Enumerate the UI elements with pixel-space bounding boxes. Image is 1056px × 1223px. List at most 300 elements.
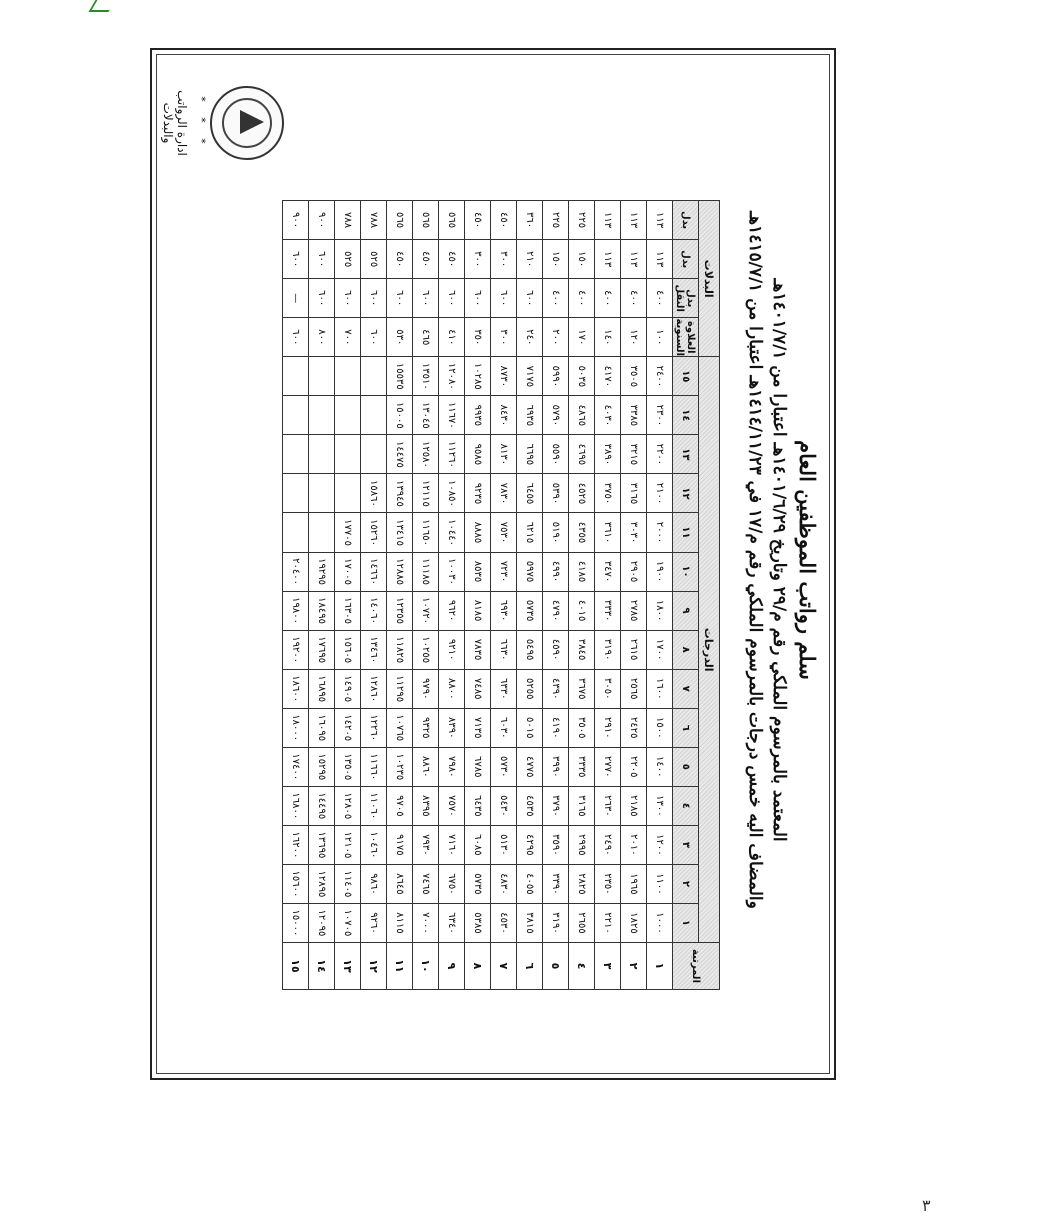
cell-degree: ٥٠١٥ <box>517 708 543 747</box>
cell-degree: ٥٧٣٥ <box>465 864 491 903</box>
cell-degree: ١١٢٦٠ <box>439 435 465 474</box>
cell-degree: ١٠٢٨٥ <box>465 357 491 396</box>
cell-degree: ٥٤٩٥ <box>517 630 543 669</box>
cell-degree: ٣٥٠٥ <box>569 708 595 747</box>
cell-degree: ٢٢١٠ <box>595 903 621 942</box>
cell-rank: ١٢ <box>361 943 387 990</box>
cell-degree: ١٢٨٠٥ <box>335 786 361 825</box>
cell-degree: ١٥٨٦٠ <box>361 474 387 513</box>
cell-degree: ١١٤٠٥ <box>335 864 361 903</box>
cell-degree: ٩٦٢٠ <box>439 591 465 630</box>
header-degree-8: ٨ <box>673 630 699 669</box>
cell-degree: ١٠٨٥٠ <box>439 474 465 513</box>
table-row <box>621 201 647 990</box>
header-group-row <box>699 201 720 990</box>
cell-degree: ١٧٤٠٠ <box>283 747 309 786</box>
cell-allowance-b: ٩٠٠ <box>283 201 309 240</box>
cell-degree <box>283 513 309 552</box>
cell-degree: ٦٤٣٥ <box>465 786 491 825</box>
table-row <box>413 201 439 990</box>
cell-degree: ١٢٣٥٥ <box>387 591 413 630</box>
cell-degree: ٧١٧٥ <box>517 357 543 396</box>
salary-table-wrap <box>282 200 720 990</box>
header-row <box>673 201 699 990</box>
cell-allowance-a: ١٥٠ <box>569 240 595 279</box>
cell-degree: ٩٥٨٥ <box>465 435 491 474</box>
seal-triangle-icon <box>240 110 264 134</box>
cell-degree: ٦٧٨٥ <box>465 747 491 786</box>
cell-degree: ١١٨٢٥ <box>387 630 413 669</box>
cell-annual-increment: ٦٠٠ <box>283 318 309 357</box>
cell-degree: ٦٣٣٠ <box>491 669 517 708</box>
cell-degree <box>335 435 361 474</box>
cell-degree: ١٥٦٠٥ <box>335 630 361 669</box>
cell-allowance-b: ٢٢٥ <box>543 201 569 240</box>
header-allowances-group: البدلات <box>699 201 720 357</box>
cell-degree: ٩١٧٥ <box>387 825 413 864</box>
cell-degree <box>309 357 335 396</box>
cell-degree: ٤٥٣٠ <box>491 903 517 942</box>
header-allowance-b: بدل <box>673 201 699 240</box>
cell-allowance-a: ٣٠٠ <box>465 240 491 279</box>
cell-transport-allowance: ٦٠٠ <box>465 279 491 318</box>
cell-degree: ٥٤٣٠ <box>491 786 517 825</box>
cell-degree: ١٠٧٢٠ <box>413 591 439 630</box>
cell-annual-increment: ١٤٠ <box>595 318 621 357</box>
table-row <box>647 201 673 990</box>
cell-degree: ٦٠٣٠ <box>491 708 517 747</box>
cell-degree: ٧٨٣٠ <box>491 474 517 513</box>
cell-allowance-a: ٤٥٠ <box>387 240 413 279</box>
cell-degree: ٨٤٣٠ <box>491 396 517 435</box>
cell-transport-allowance: ٤٠٠ <box>621 279 647 318</box>
cell-degree: ٣٨١٥ <box>517 903 543 942</box>
cell-annual-increment: ٤١٠ <box>439 318 465 357</box>
cell-allowance-b: ٥٦٥ <box>387 201 413 240</box>
cell-degree: ١٣٥٠٥ <box>335 747 361 786</box>
cell-degree: ٣٣٣٥ <box>569 747 595 786</box>
cell-degree: ٨٦٤٥ <box>387 864 413 903</box>
cell-degree: ٢٦٣٠ <box>595 786 621 825</box>
stamp-stars: * * * <box>195 96 208 150</box>
table-row <box>517 201 543 990</box>
cell-degree: ١١١٨٥ <box>413 552 439 591</box>
cell-degree: ٢٩٠٥ <box>621 552 647 591</box>
cell-degree: ٧٤٨٥ <box>465 669 491 708</box>
cell-degree: ٧٢٣٠ <box>491 552 517 591</box>
cell-degree: ٢٧٨٥ <box>621 591 647 630</box>
cell-degree: ٥١٩٠ <box>543 513 569 552</box>
cell-degree: ١٥٠٠٠ <box>283 903 309 942</box>
cell-degree: ٣٥٩٠ <box>543 825 569 864</box>
cell-allowance-a: ٣٠٠ <box>491 240 517 279</box>
cell-degree: ١٨٦٠٠ <box>283 669 309 708</box>
salary-table <box>282 200 720 990</box>
table-row <box>361 201 387 990</box>
cell-allowance-a: ٦٠٠ <box>283 240 309 279</box>
cell-degree: ٤٦٩٥ <box>569 435 595 474</box>
cell-degree: ٧٠٠٠ <box>413 903 439 942</box>
header-degree-6: ٦ <box>673 708 699 747</box>
cell-degree: ٤٧٩٠ <box>543 591 569 630</box>
cell-degree: ٦٠٨٥ <box>465 825 491 864</box>
cell-degree: ٦٧٥٠ <box>439 864 465 903</box>
cell-degree: ٣٠٣٠ <box>621 513 647 552</box>
cell-degree: ٣٣٨٥ <box>621 396 647 435</box>
cell-degree: ٤١٨٥ <box>569 552 595 591</box>
cell-allowance-a: ١١٣ <box>621 240 647 279</box>
cell-degree: ٢٨٢٥ <box>569 864 595 903</box>
cell-degree: ٤٠١٥ <box>569 591 595 630</box>
cell-degree: ٣٧٥٠ <box>595 474 621 513</box>
cell-degree: ٥٧٣٥ <box>517 591 543 630</box>
cell-degree: ١٥٠٠ <box>647 708 673 747</box>
cell-degree: ٧١٦٠ <box>439 825 465 864</box>
cell-degree <box>335 357 361 396</box>
cell-degree: ١٥٥٣٥ <box>387 357 413 396</box>
cell-degree: ٤٠٥٥ <box>517 864 543 903</box>
subtitle-decree: المعتمد بالمرسوم الملكي رقم م/٢٩ وتاريخ ١٤٠١/٦/٢٩هـ اعتبارا من ١٤٠١/٧/١هـ <box>769 278 789 842</box>
cell-degree: ٥٣٩٠ <box>543 474 569 513</box>
cell-annual-increment: ٦٠٠ <box>361 318 387 357</box>
cell-transport-allowance: ٦٠٠ <box>439 279 465 318</box>
cell-degree: ١٠٧٦٥ <box>387 708 413 747</box>
table-row <box>309 201 335 990</box>
cell-degree: ٢٥٦٥ <box>621 669 647 708</box>
cell-degree: ٦٦٩٥ <box>517 435 543 474</box>
table-body <box>283 201 673 990</box>
cell-allowance-b: ٥٦٥ <box>413 201 439 240</box>
table-row <box>491 201 517 990</box>
cell-degree: ٣٩٩٠ <box>543 747 569 786</box>
cell-degree: ٦٢١٥ <box>517 513 543 552</box>
cell-degree: ٩٨٦٠ <box>361 864 387 903</box>
cell-degree: ١٨٤٩٥ <box>309 591 335 630</box>
cell-degree <box>309 396 335 435</box>
corner-mark <box>89 0 116 12</box>
cell-degree: ١٤٠٠ <box>647 747 673 786</box>
cell-degree: ٢٠٠٠ <box>647 513 673 552</box>
cell-degree: ١٢٨٩٥ <box>309 864 335 903</box>
cell-degree: ١٦٨٩٥ <box>309 669 335 708</box>
cell-degree: ١٩٢٩٥ <box>309 552 335 591</box>
header-transport-allowance: بدل النقل <box>673 279 699 318</box>
cell-allowance-b: ٩٠٠ <box>309 201 335 240</box>
cell-rank: ٥ <box>543 943 569 990</box>
cell-degree: ٤١٩٠ <box>543 708 569 747</box>
cell-degree <box>361 435 387 474</box>
cell-degree: ١٠٤٤٠ <box>439 513 465 552</box>
cell-annual-increment: ٢٤٠ <box>517 318 543 357</box>
cell-rank: ١ <box>647 943 673 990</box>
cell-degree: ١٢٠٠ <box>647 825 673 864</box>
cell-degree: ٤٧٧٥ <box>517 747 543 786</box>
cell-degree: ٤٥٣٥ <box>517 786 543 825</box>
cell-degree: ١٥٢٦٠ <box>361 513 387 552</box>
cell-rank: ٣ <box>595 943 621 990</box>
cell-degree: ١٦٨٠٠ <box>283 786 309 825</box>
cell-degree: ٩٢٦٠ <box>361 903 387 942</box>
cell-degree: ٨٣٩٥ <box>413 786 439 825</box>
cell-rank: ٦ <box>517 943 543 990</box>
cell-degree: ٣٣٣٠ <box>595 591 621 630</box>
cell-transport-allowance: ٦٠٠ <box>387 279 413 318</box>
cell-allowance-b: ٣٦٠ <box>517 201 543 240</box>
cell-degree: ١٦٣٠٥ <box>335 591 361 630</box>
cell-degree: ٧٨٣٥ <box>465 630 491 669</box>
cell-degree: ٧٩٣٠ <box>413 825 439 864</box>
cell-degree: ٣١٩٠ <box>543 903 569 942</box>
cell-degree: ٣١٩٠ <box>595 630 621 669</box>
cell-degree: ٨١٣٠ <box>491 435 517 474</box>
cell-degree: ٣٧٩٠ <box>543 786 569 825</box>
cell-allowance-a: ١١٣ <box>595 240 621 279</box>
table-row <box>439 201 465 990</box>
cell-degree: ٩٧٠٥ <box>387 786 413 825</box>
cell-degree: ٣٦١٠ <box>595 513 621 552</box>
cell-degree: ١٣٤٦٠ <box>361 630 387 669</box>
table-row <box>595 201 621 990</box>
table-row <box>283 201 309 990</box>
cell-degree: ٣٠٥٠ <box>595 669 621 708</box>
cell-degree: ٧٩٨٠ <box>439 747 465 786</box>
rotated-page <box>152 50 832 1074</box>
cell-degree: ٢٤٩٠ <box>595 825 621 864</box>
cell-degree: ١٧٧٠٥ <box>335 513 361 552</box>
cell-degree: ١٨٠٠٠ <box>283 708 309 747</box>
cell-allowance-b: ٢٢٥ <box>569 201 595 240</box>
cell-degree: ٤٨٣٠ <box>491 864 517 903</box>
cell-degree: ١٤٠٦٠ <box>361 591 387 630</box>
cell-transport-allowance: ٦٠٠ <box>361 279 387 318</box>
cell-degree: ٨٨٨٥ <box>465 513 491 552</box>
cell-allowance-b: ٧٨٨ <box>335 201 361 240</box>
cell-degree: ١٣٥١٠ <box>413 357 439 396</box>
cell-degree: ١٧٠٠ <box>647 630 673 669</box>
cell-degree: ٥٥٩٠ <box>543 435 569 474</box>
cell-transport-allowance: ٤٠٠ <box>595 279 621 318</box>
table-row <box>387 201 413 990</box>
cell-degree: ٦٤٥٥ <box>517 474 543 513</box>
cell-degree: ٩٣٢٥ <box>413 708 439 747</box>
cell-degree: ١٥٢٩٥ <box>309 747 335 786</box>
cell-rank: ٧ <box>491 943 517 990</box>
cell-degree: ١٤٦٦٠ <box>361 552 387 591</box>
cell-degree: ٦٦٣٠ <box>491 630 517 669</box>
cell-degree: ١٢٠٨٠ <box>439 357 465 396</box>
cell-degree: ٢٦٥٥ <box>569 903 595 942</box>
cell-degree: ٢٩١٠ <box>595 708 621 747</box>
cell-annual-increment: ٥٣٠ <box>387 318 413 357</box>
header-degrees-group: الدرجات <box>699 357 720 943</box>
table-row <box>335 201 361 990</box>
cell-degree: ١٣٠٠ <box>647 786 673 825</box>
cell-degree: ١٠٠٣٠ <box>439 552 465 591</box>
cell-degree: ٣٢١٥ <box>621 435 647 474</box>
cell-allowance-a: ٥٢٥ <box>361 240 387 279</box>
cell-degree: ٦٣٤٠ <box>439 903 465 942</box>
cell-degree: ٢١٨٥ <box>621 786 647 825</box>
cell-degree <box>283 474 309 513</box>
cell-rank: ٤ <box>569 943 595 990</box>
cell-degree: ٢٠١٠ <box>621 825 647 864</box>
cell-degree: ٣٣٩٠ <box>543 864 569 903</box>
cell-rank: ١٥ <box>283 943 309 990</box>
cell-degree: ١٥٠٠٥ <box>387 396 413 435</box>
cell-annual-increment: ٧٠٠ <box>335 318 361 357</box>
cell-degree: ٢٢٠٥ <box>621 747 647 786</box>
cell-degree <box>335 396 361 435</box>
cell-degree: ١٦٢٠٠ <box>283 825 309 864</box>
cell-degree: ٤٢٩٥ <box>517 825 543 864</box>
cell-transport-allowance: ٦٠٠ <box>413 279 439 318</box>
cell-rank: ١١ <box>387 943 413 990</box>
header-degree-13: ١٣ <box>673 435 699 474</box>
seal-emblem <box>210 86 284 160</box>
cell-annual-increment: ٤٦٥ <box>413 318 439 357</box>
cell-degree: ١١٦٧٠ <box>439 396 465 435</box>
title-block <box>741 90 824 1030</box>
cell-degree: ٢٣٠٠ <box>647 396 673 435</box>
cell-rank: ٩ <box>439 943 465 990</box>
cell-allowance-a: ٥٢٥ <box>335 240 361 279</box>
header-degree-5: ٥ <box>673 747 699 786</box>
cell-degree: ٢٢٠٠ <box>647 435 673 474</box>
cell-allowance-a: ٢١٠ <box>517 240 543 279</box>
cell-allowance-b: ١١٣ <box>647 201 673 240</box>
cell-degree: ١١٢٩٥ <box>387 669 413 708</box>
cell-degree: ٣٨٤٥ <box>569 630 595 669</box>
cell-degree: ٣١٦٥ <box>621 474 647 513</box>
header-degree-15: ١٥ <box>673 357 699 396</box>
cell-degree: ١٦٠٠ <box>647 669 673 708</box>
cell-degree: ٤٥٩٠ <box>543 630 569 669</box>
cell-degree: ١٢١٠٥ <box>335 825 361 864</box>
cell-degree: ١٤٢٠٥ <box>335 708 361 747</box>
stamp-department: ادارة الرواتب والبدلات <box>161 90 189 156</box>
cell-degree: ٢٤٠٠ <box>647 357 673 396</box>
header-degree-2: ٢ <box>673 864 699 903</box>
cell-allowance-a: ١١٣ <box>647 240 673 279</box>
cell-degree: ٧١٣٥ <box>465 708 491 747</box>
cell-degree: ١٠٢٣٥ <box>387 747 413 786</box>
cell-degree: ٣٦٧٥ <box>569 669 595 708</box>
cell-degree: ١١٦٦٠ <box>361 747 387 786</box>
header-degree-12: ١٢ <box>673 474 699 513</box>
cell-degree: ٦٩٣٠ <box>491 591 517 630</box>
cell-degree: ٨٥٣٥ <box>465 552 491 591</box>
cell-degree: ٤٩٩٠ <box>543 552 569 591</box>
cell-degree: ١٠٧٠٥ <box>335 903 361 942</box>
cell-degree: ٢٣٥٠ <box>595 864 621 903</box>
header-degree-11: ١١ <box>673 513 699 552</box>
cell-degree: ١٧٠٠٥ <box>335 552 361 591</box>
cell-degree: ٣٤٧٠ <box>595 552 621 591</box>
cell-transport-allowance: ٦٠٠ <box>491 279 517 318</box>
cell-degree: ١١٦٥٠ <box>413 513 439 552</box>
header-degree-3: ٣ <box>673 825 699 864</box>
cell-degree: ١٢٥٨٠ <box>413 435 439 474</box>
cell-degree: ١٩٨٠٠ <box>283 591 309 630</box>
cell-degree: ٤٣٩٠ <box>543 669 569 708</box>
cell-degree: ١٣٦٩٥ <box>309 825 335 864</box>
cell-annual-increment: ٣٠٠ <box>491 318 517 357</box>
cell-degree: ٢١٠٠ <box>647 474 673 513</box>
cell-degree: ٤١٧٠ <box>595 357 621 396</box>
cell-degree <box>283 357 309 396</box>
cell-allowance-b: ٧٨٨ <box>361 201 387 240</box>
header-degree-4: ٤ <box>673 786 699 825</box>
cell-degree: ٧٤٦٥ <box>413 864 439 903</box>
cell-degree: ٨٨٠٠ <box>439 669 465 708</box>
cell-degree: ٣٥٠٥ <box>621 357 647 396</box>
header-annual-increment: العلاوة السنوية <box>674 318 697 357</box>
cell-degree: ٧٥٣٠ <box>491 513 517 552</box>
cell-annual-increment: ٣٥٠ <box>465 318 491 357</box>
cell-degree: ١٨٢٥ <box>621 903 647 942</box>
cell-allowance-b: ٤٥٠ <box>491 201 517 240</box>
header-allowance-a: بدل <box>673 240 699 279</box>
cell-degree: ٣١٦٥ <box>569 786 595 825</box>
cell-degree: ٥٣٨٥ <box>465 903 491 942</box>
table-row <box>543 201 569 990</box>
cell-degree: ٨٨٦٠ <box>413 747 439 786</box>
cell-allowance-b: ٥٦٥ <box>439 201 465 240</box>
cell-transport-allowance: ٦٠٠ <box>517 279 543 318</box>
cell-annual-increment: ٨٠٠ <box>309 318 335 357</box>
cell-degree: ٢٩٩٥ <box>569 825 595 864</box>
cell-degree: ٥٩٧٥ <box>517 552 543 591</box>
cell-degree: ١٨٠٠ <box>647 591 673 630</box>
cell-annual-increment: ١٠٠ <box>647 318 673 357</box>
cell-transport-allowance: ٤٠٠ <box>647 279 673 318</box>
cell-degree: ٧٥٧٠ <box>439 786 465 825</box>
cell-rank: ١٠ <box>413 943 439 990</box>
cell-degree: ١٧٦٩٥ <box>309 630 335 669</box>
cell-degree: ٩٢٣٥ <box>465 474 491 513</box>
cell-degree: ١٢٨٨٥ <box>387 552 413 591</box>
cell-degree: ٩٢١٠ <box>439 630 465 669</box>
cell-degree: ١١٠٠ <box>647 864 673 903</box>
subtitle-amendment: والمضاف اليه خمس درجات بالمرسوم الملكي رقم م/١٧ في ١٤١٤/١١/٢٣هـ اعتبارا من ١٤١٥/٧/١هـ <box>745 211 765 909</box>
table-row <box>465 201 491 990</box>
cell-allowance-a: ٦٠٠ <box>309 240 335 279</box>
cell-degree: ١١٠٦٠ <box>361 786 387 825</box>
table-row <box>569 201 595 990</box>
cell-rank: ٢ <box>621 943 647 990</box>
cell-degree: ١٢٢٦٠ <box>361 708 387 747</box>
cell-degree: ٤٥٢٥ <box>569 474 595 513</box>
cell-allowance-a: ٤٥٠ <box>413 240 439 279</box>
cell-degree <box>283 435 309 474</box>
cell-degree: ١٣٩٤٥ <box>387 474 413 513</box>
cell-allowance-a: ٤٥٠ <box>439 240 465 279</box>
cell-degree: ١٢٨٦٠ <box>361 669 387 708</box>
cell-transport-allowance: ٦٠٠ <box>309 279 335 318</box>
cell-degree <box>361 396 387 435</box>
cell-rank: ١٣ <box>335 943 361 990</box>
header-degree-1: ١ <box>673 903 699 942</box>
cell-degree: ٥٢٥٥ <box>517 669 543 708</box>
header-degree-9: ٩ <box>673 591 699 630</box>
cell-degree: ٤٠٣٠ <box>595 396 621 435</box>
cell-degree: ٢٠٤٠٠ <box>283 552 309 591</box>
cell-allowance-b: ١١٣ <box>621 201 647 240</box>
page-number: ٣ <box>922 1196 931 1215</box>
cell-degree: ٩٩٣٥ <box>465 396 491 435</box>
cell-degree: ٥١٣٠ <box>491 825 517 864</box>
cell-annual-increment: ١٧٠ <box>569 318 595 357</box>
